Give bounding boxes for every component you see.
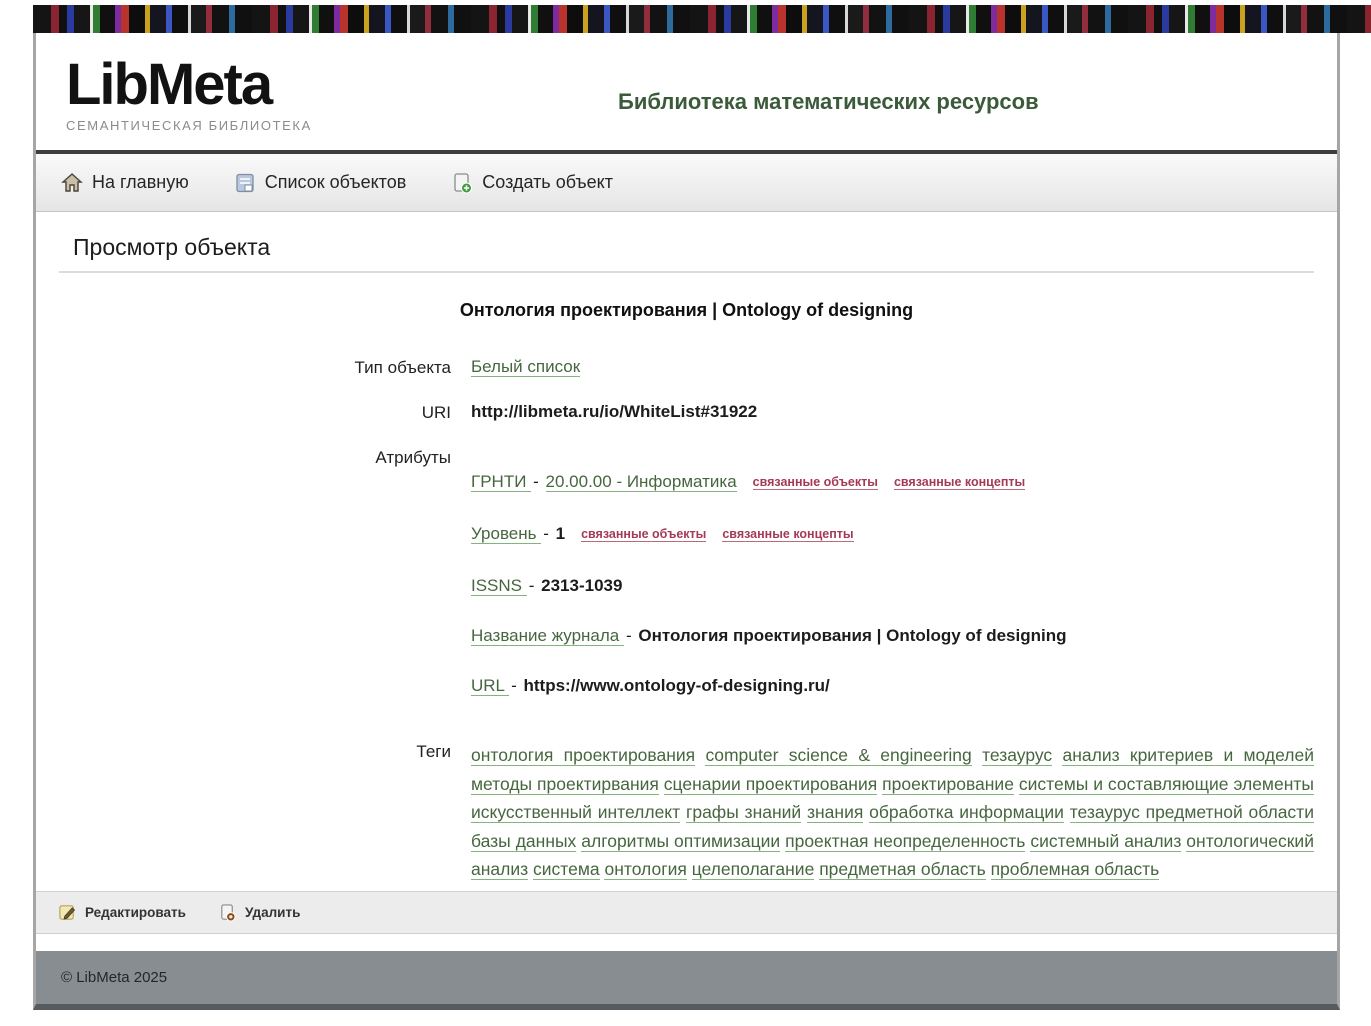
- page-title: Просмотр объекта: [59, 230, 1314, 273]
- tag-link[interactable]: предметная область: [819, 859, 986, 879]
- field-row-attributes: [59, 447, 1314, 725]
- page-container: [33, 33, 1340, 1010]
- tag-link[interactable]: целеполагание: [691, 859, 815, 879]
- delete-button[interactable]: [218, 903, 300, 922]
- related-concepts-link[interactable]: связанные концепты: [722, 527, 854, 541]
- object-title: Онтология проектирования | Ontology of designing: [459, 300, 914, 320]
- delete-button-label: Удалить: [244, 905, 301, 920]
- tag-link[interactable]: анализ критериев и моделей: [1062, 745, 1314, 765]
- tag-link[interactable]: графы знаний: [685, 802, 802, 822]
- tag-link[interactable]: методы проектирвания: [471, 773, 659, 794]
- tag-link[interactable]: онтология: [604, 859, 687, 879]
- attributes-list: [471, 447, 1314, 725]
- brand-logo[interactable]: [66, 52, 312, 133]
- tag-link[interactable]: онтология проектирования: [471, 745, 696, 765]
- edit-button-label: Редактировать: [85, 905, 186, 920]
- home-icon: [61, 172, 83, 194]
- tag-link[interactable]: проектирование: [882, 773, 1014, 794]
- field-label-attributes: Атрибуты: [375, 448, 451, 467]
- attribute-separator: -: [625, 626, 637, 645]
- tag-link[interactable]: системы и составляющие элементы: [1018, 773, 1314, 794]
- tag-link[interactable]: алгоритмы оптимизации: [581, 830, 781, 851]
- list-icon: [234, 172, 256, 194]
- action-bar: [36, 891, 1337, 934]
- field-row-type: [59, 357, 1314, 378]
- attribute-separator: -: [528, 576, 540, 595]
- tag-link[interactable]: тезаурус предметной области: [1069, 802, 1314, 822]
- attribute-value: Онтология проектирования | Ontology of designing: [638, 626, 1067, 645]
- attribute-name-link[interactable]: URL: [471, 676, 510, 695]
- attribute-value: 2313-1039: [541, 576, 623, 595]
- attribute-name-link[interactable]: ГРНТИ: [471, 472, 532, 491]
- tag-link[interactable]: искусственный интеллект: [471, 802, 681, 822]
- tag-link[interactable]: обработка информации: [869, 802, 1064, 822]
- header: [36, 33, 1337, 150]
- attribute-separator: -: [533, 472, 544, 491]
- field-label-uri: URI: [421, 403, 451, 422]
- nav-item-object-list[interactable]: [234, 172, 407, 194]
- attribute-name-link[interactable]: ISSNS: [471, 576, 527, 595]
- tag-link[interactable]: онтологический анализ: [471, 830, 1314, 879]
- attribute-row: [471, 575, 1314, 596]
- field-label-type: Тип объекта: [354, 358, 451, 377]
- tag-link[interactable]: система: [533, 859, 600, 879]
- attribute-value-link[interactable]: 20.00.00 - Информатика: [545, 472, 737, 491]
- nav-item-label: На главную: [92, 172, 189, 192]
- nav-item-label: Создать объект: [482, 172, 613, 192]
- tag-link[interactable]: тезаурус: [982, 745, 1053, 765]
- attribute-row: [471, 523, 1314, 546]
- attribute-name-link[interactable]: Уровень: [471, 524, 542, 543]
- attribute-row: [471, 471, 1314, 494]
- field-row-tags: [59, 741, 1314, 884]
- tag-link[interactable]: базы данных: [471, 830, 577, 851]
- related-objects-link[interactable]: связанные объекты: [752, 475, 878, 489]
- related-concepts-link[interactable]: связанные концепты: [893, 475, 1026, 489]
- site-title: Библиотека математических ресурсов: [618, 89, 1039, 114]
- spacer: [36, 934, 1337, 951]
- attribute-row: [471, 675, 1314, 696]
- edit-icon: [58, 903, 77, 922]
- related-objects-link[interactable]: связанные объекты: [581, 527, 707, 541]
- create-icon: [451, 172, 473, 194]
- attribute-value: 1: [555, 524, 566, 543]
- tag-link[interactable]: проблемная область: [990, 859, 1160, 879]
- logo-tagline: СЕМАНТИЧЕСКАЯ БИБЛИОТЕКА: [66, 117, 312, 133]
- tag-link[interactable]: проектная неопределенность: [785, 830, 1026, 851]
- nav-item-label: Список объектов: [264, 172, 407, 192]
- object-uri-value: http://libmeta.ru/io/WhiteList#31922: [471, 402, 758, 421]
- attribute-separator: -: [511, 676, 522, 695]
- tags-paragraph: [471, 741, 1314, 884]
- field-row-uri: [59, 402, 1314, 423]
- attribute-separator: -: [543, 524, 554, 543]
- delete-icon: [218, 903, 237, 922]
- main-nav: [36, 150, 1337, 212]
- attribute-value: https://www.ontology-of-designing.ru/: [523, 676, 830, 695]
- footer: [36, 951, 1337, 1004]
- tag-link[interactable]: знания: [806, 802, 864, 822]
- content: [36, 212, 1337, 891]
- edit-button[interactable]: [58, 903, 186, 922]
- logo-text: LibMeta: [66, 52, 272, 117]
- tag-link[interactable]: сценарии проектирования: [663, 773, 878, 794]
- tag-link[interactable]: системный анализ: [1030, 830, 1182, 851]
- object-type-link[interactable]: Белый список: [471, 357, 581, 376]
- copyright-text: © LibMeta 2025: [61, 969, 168, 986]
- nav-item-home[interactable]: [61, 172, 189, 194]
- object-fields: [59, 357, 1314, 884]
- tag-link[interactable]: computer science & engineering: [705, 745, 972, 765]
- nav-item-create-object[interactable]: [451, 172, 613, 194]
- attribute-row: [471, 625, 1314, 646]
- attribute-name-link[interactable]: Название журнала: [471, 626, 624, 645]
- book-spines-banner: [33, 5, 1371, 33]
- field-label-tags: Теги: [416, 742, 451, 761]
